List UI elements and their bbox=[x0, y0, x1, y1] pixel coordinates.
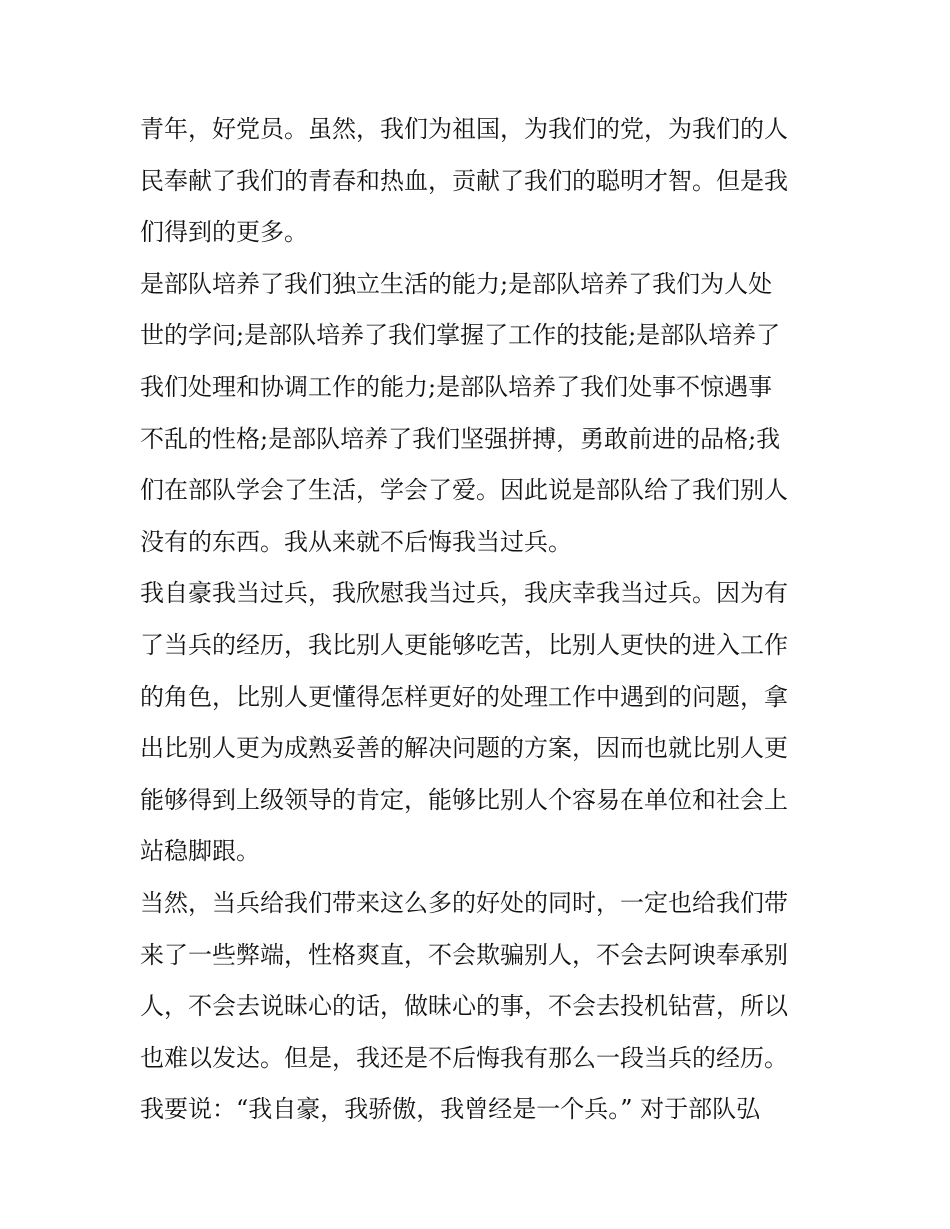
text-line: 们在部队学会了生活，学会了爱。因此说是部队给了我们别人 bbox=[140, 476, 788, 505]
text-line: 也难以发达。但是，我还是不后悔我有那么一段当兵的经历。 bbox=[140, 1043, 788, 1072]
text-line: 了当兵的经历，我比别人更能够吃苦，比别人更快的进入工作 bbox=[140, 630, 788, 659]
text-line: 能够得到上级领导的肯定，能够比别人个容易在单位和社会上 bbox=[140, 785, 788, 814]
text-line: 我要说：“我自豪，我骄傲，我曾经是一个兵。” 对于部队弘 bbox=[140, 1095, 761, 1124]
text-line: 没有的东西。我从来就不后悔我当过兵。 bbox=[140, 527, 572, 556]
text-line: 出比别人更为成熟妥善的解决问题的方案，因而也就比别人更 bbox=[140, 734, 788, 763]
text-line: 我们处理和协调工作的能力;是部队培养了我们处事不惊遇事 bbox=[140, 372, 773, 401]
text-line: 是部队培养了我们独立生活的能力;是部队培养了我们为人处 bbox=[140, 269, 773, 298]
document-body bbox=[140, 104, 820, 1136]
text-line: 们得到的更多。 bbox=[140, 218, 308, 247]
text-line: 民奉献了我们的青春和热血，贡献了我们的聪明才智。但是我 bbox=[140, 166, 788, 195]
text-line: 来了一些弊端，性格爽直，不会欺骗别人，不会去阿谀奉承别 bbox=[140, 940, 788, 969]
text-line: 青年，好党员。虽然，我们为祖国，为我们的党，为我们的人 bbox=[140, 115, 788, 143]
text-line: 不乱的性格;是部队培养了我们坚强拼搏，勇敢前进的品格;我 bbox=[140, 424, 781, 453]
text-line: 的角色，比别人更懂得怎样更好的处理工作中遇到的问题，拿 bbox=[140, 682, 788, 711]
text-line: 当然，当兵给我们带来这么多的好处的同时，一定也给我们带 bbox=[140, 888, 788, 917]
text-line: 我自豪我当过兵，我欣慰我当过兵，我庆幸我当过兵。因为有 bbox=[140, 579, 788, 608]
text-line: 世的学问;是部队培养了我们掌握了工作的技能;是部队培养了 bbox=[140, 321, 781, 350]
text-line: 人，不会去说昧心的话，做昧心的事，不会去投机钻营，所以 bbox=[140, 992, 788, 1021]
text-line: 站稳脚跟。 bbox=[140, 837, 260, 866]
